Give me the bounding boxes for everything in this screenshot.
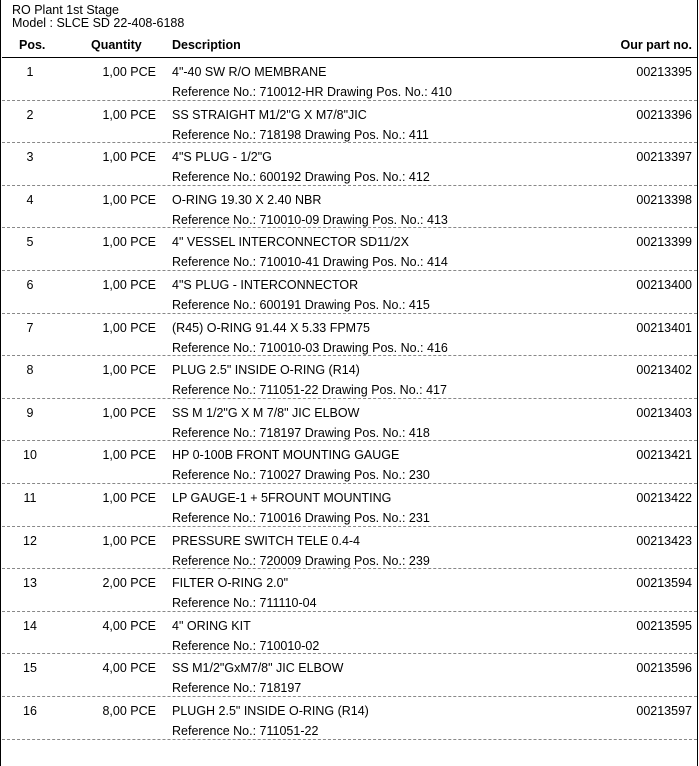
row-pos: 9 (26, 405, 34, 420)
row-description: 4"S PLUG - 1/2"G (172, 150, 272, 165)
row-pos: 3 (26, 150, 34, 165)
column-header-description: Description (172, 38, 241, 52)
row-reference: Reference No.: 711051-22 Drawing Pos. No.: 417 (172, 383, 447, 398)
row-pos: 16 (23, 703, 37, 718)
table-row (0, 143, 699, 186)
row-description: (R45) O-RING 91.44 X 5.33 FPM75 (172, 320, 370, 335)
row-pos: 10 (23, 448, 37, 463)
row-description: SS M 1/2"G X M 7/8" JIC ELBOW (172, 405, 360, 420)
row-reference: Reference No.: 600192 Drawing Pos. No.: 412 (172, 170, 430, 185)
row-quantity: 4,00 PCE (102, 661, 156, 676)
row-quantity: 1,00 PCE (102, 235, 156, 250)
column-header-quantity: Quantity (91, 38, 142, 52)
row-description: 4"S PLUG - INTERCONNECTOR (172, 277, 359, 292)
row-description: LP GAUGE-1 + 5FROUNT MOUNTING (172, 490, 392, 505)
row-part-no: 00213402 (636, 363, 692, 378)
table-row (0, 654, 699, 697)
row-reference: Reference No.: 710010-03 Drawing Pos. No.: 416 (172, 340, 448, 355)
row-reference: Reference No.: 710010-09 Drawing Pos. No.: 413 (172, 212, 448, 227)
row-reference: Reference No.: 718197 Drawing Pos. No.: 418 (172, 425, 430, 440)
row-quantity: 1,00 PCE (102, 277, 156, 292)
row-part-no: 00213596 (636, 661, 692, 676)
row-part-no: 00213398 (636, 192, 692, 207)
row-pos: 2 (26, 107, 34, 122)
row-description: O-RING 19.30 X 2.40 NBR (172, 192, 322, 207)
row-description: 4"-40 SW R/O MEMBRANE (172, 65, 327, 79)
row-divider (2, 739, 697, 740)
row-part-no: 00213400 (636, 277, 692, 292)
row-part-no: 00213423 (636, 533, 692, 548)
row-description: HP 0-100B FRONT MOUNTING GAUGE (172, 448, 400, 463)
table-row (0, 527, 699, 570)
model-number: Model : SLCE SD 22-408-6188 (12, 16, 185, 30)
table-row (0, 101, 699, 144)
parts-table-body (0, 58, 699, 740)
row-quantity: 2,00 PCE (102, 576, 156, 591)
table-row (0, 228, 699, 271)
row-quantity: 1,00 PCE (102, 363, 156, 378)
row-quantity: 1,00 PCE (102, 448, 156, 463)
row-part-no: 00213401 (636, 320, 692, 335)
table-row (0, 484, 699, 527)
row-quantity: 1,00 PCE (102, 320, 156, 335)
table-row (0, 356, 699, 399)
column-header-part-no: Our part no. (620, 38, 692, 52)
row-pos: 6 (26, 277, 34, 292)
row-part-no: 00213403 (636, 405, 692, 420)
row-reference: Reference No.: 718197 (172, 681, 302, 696)
column-header-pos: Pos. (19, 38, 46, 52)
row-pos: 15 (23, 661, 37, 676)
row-part-no: 00213395 (636, 65, 692, 79)
row-part-no: 00213396 (636, 107, 692, 122)
row-description: 4" VESSEL INTERCONNECTOR SD11/2X (172, 235, 409, 250)
row-quantity: 1,00 PCE (102, 150, 156, 165)
table-row (0, 569, 699, 612)
row-reference: Reference No.: 711110-04 (172, 596, 317, 611)
row-quantity: 1,00 PCE (102, 490, 156, 505)
row-quantity: 4,00 PCE (102, 618, 156, 633)
row-reference: Reference No.: 710016 Drawing Pos. No.: 231 (172, 510, 430, 525)
document-title: RO Plant 1st Stage (12, 3, 120, 17)
row-part-no: 00213595 (636, 618, 692, 633)
row-quantity: 1,00 PCE (102, 533, 156, 548)
row-pos: 5 (26, 235, 34, 250)
row-quantity: 8,00 PCE (102, 703, 156, 718)
row-description: SS M1/2"GxM7/8" JIC ELBOW (172, 661, 344, 676)
row-description: PRESSURE SWITCH TELE 0.4-4 (172, 533, 361, 548)
table-row (0, 314, 699, 357)
row-reference: Reference No.: 718198 Drawing Pos. No.: 411 (172, 127, 429, 142)
row-reference: Reference No.: 710010-02 (172, 638, 320, 653)
row-reference: Reference No.: 720009 Drawing Pos. No.: 239 (172, 553, 430, 568)
row-quantity: 1,00 PCE (102, 405, 156, 420)
table-row (0, 697, 699, 740)
row-description: FILTER O-RING 2.0" (172, 576, 289, 591)
row-pos: 13 (23, 576, 37, 591)
row-part-no: 00213397 (636, 150, 692, 165)
row-description: PLUGH 2.5" INSIDE O-RING (R14) (172, 703, 369, 718)
row-part-no: 00213421 (636, 448, 692, 463)
row-pos: 4 (26, 192, 34, 207)
row-part-no: 00213594 (636, 576, 692, 591)
row-quantity: 1,00 PCE (102, 107, 156, 122)
row-reference: Reference No.: 711051-22 (172, 723, 319, 738)
row-pos: 14 (23, 618, 37, 633)
row-reference: Reference No.: 710012-HR Drawing Pos. No.: 410 (172, 85, 453, 99)
row-pos: 12 (23, 533, 37, 548)
row-part-no: 00213399 (636, 235, 692, 250)
row-description: SS STRAIGHT M1/2"G X M7/8"JIC (172, 107, 367, 122)
row-pos: 7 (26, 320, 34, 335)
table-row (0, 271, 699, 314)
table-row (0, 612, 699, 655)
row-description: 4" ORING KIT (172, 618, 251, 633)
row-reference: Reference No.: 710027 Drawing Pos. No.: 230 (172, 468, 430, 483)
row-part-no: 00213422 (636, 490, 692, 505)
row-reference: Reference No.: 600191 Drawing Pos. No.: 415 (172, 297, 430, 312)
row-part-no: 00213597 (636, 703, 692, 718)
row-quantity: 1,00 PCE (102, 192, 156, 207)
row-reference: Reference No.: 710010-41 Drawing Pos. No.: 414 (172, 255, 448, 270)
table-row (0, 58, 699, 101)
table-row (0, 399, 699, 442)
row-pos: 1 (26, 65, 34, 79)
row-pos: 11 (23, 490, 37, 505)
table-row (0, 186, 699, 229)
row-pos: 8 (26, 363, 34, 378)
row-description: PLUG 2.5" INSIDE O-RING (R14) (172, 363, 360, 378)
table-row (0, 441, 699, 484)
row-quantity: 1,00 PCE (102, 65, 156, 79)
